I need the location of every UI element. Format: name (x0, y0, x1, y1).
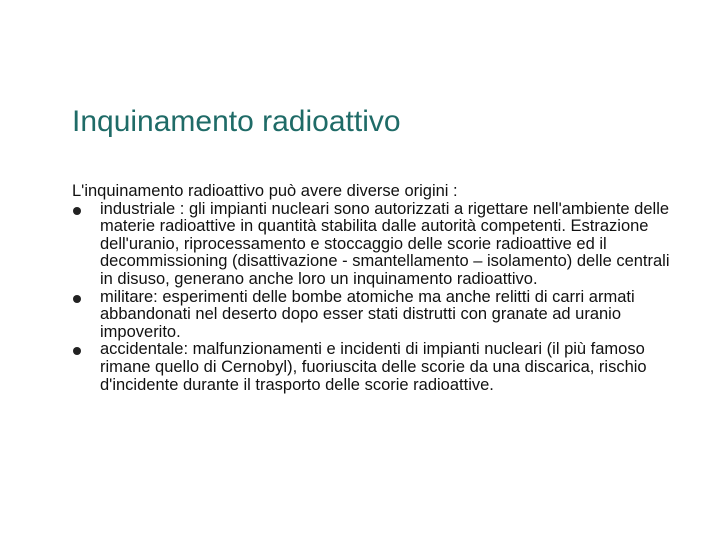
bullet-item-accidentale (72, 341, 672, 394)
bullet-list (72, 201, 672, 395)
bullet-text: militare: esperimenti delle bombe atomiche ma anche relitti di carri armati abbandonati nel deserto dopo esser stati distrutti con granate ad uranio impoverito. (100, 287, 635, 341)
bullet-item-militare (72, 289, 672, 342)
bullet-dot-icon (73, 295, 81, 303)
bullet-item-industriale (72, 201, 672, 289)
bullet-dot-icon (73, 207, 81, 215)
intro-text: L'inquinamento radioattivo può avere diverse origini : (72, 182, 458, 200)
bullet-dot-icon (73, 347, 81, 355)
bullet-text: accidentale: malfunzionamenti e incidenti di impianti nucleari (il più famoso rimane quello di Cernobyl), fuoriuscita delle scorie da una discarica, rischio d'incidente durante il trasporto delle scorie radioattive. (100, 340, 647, 394)
slide-title: Inquinamento radioattivo (72, 105, 401, 138)
slide-body (72, 183, 672, 394)
bullet-text: industriale : gli impianti nucleari sono autorizzati a rigettare nell'ambiente delle materie radioattive in quantità stabilita dalle autorità competenti. Estrazione dell'uranio, riprocessamento e stoccaggio delle scorie radioattive ed il decommissioning (disattivazione - smantellamento – isolamento) delle centrali in disuso, generano anche loro un inquinamento radioattivo. (100, 199, 670, 288)
